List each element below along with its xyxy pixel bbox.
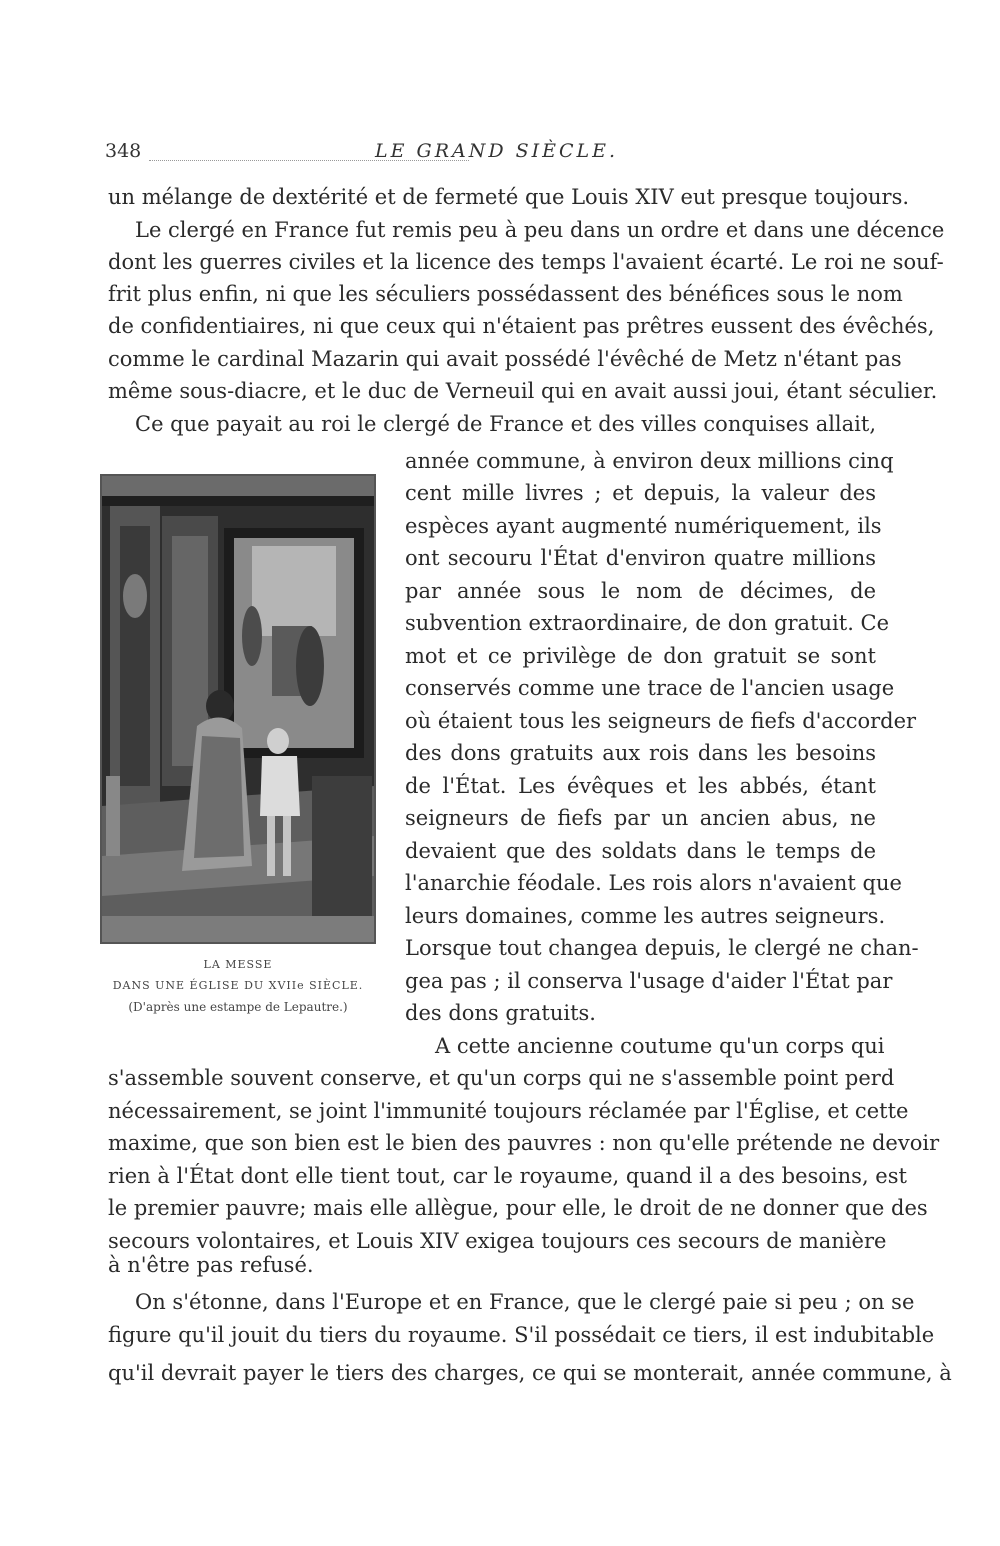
engraving-image	[102, 476, 374, 942]
text-line: secours volontaires, et Louis XIV exigea toujours ces secours de manière	[108, 1229, 887, 1253]
figure-caption-title: LA MESSE	[203, 958, 273, 971]
text-line: Lorsque tout changea depuis, le clergé ne chan-	[405, 936, 919, 960]
text-line: qu'il devrait payer le tiers des charges, ce qui se monterait, année commune, à	[108, 1361, 952, 1385]
figure-caption-source: (D'après une estampe de Lepautre.)	[128, 1000, 348, 1014]
text-line: le premier pauvre; mais elle allègue, pour elle, le droit de ne donner que des	[108, 1196, 928, 1220]
text-line: de l'État. Les évêques et les abbés, étant	[405, 774, 876, 798]
text-line: l'anarchie féodale. Les rois alors n'avaient que	[405, 871, 902, 895]
text-line: nécessairement, se joint l'immunité toujours réclamée par l'Église, et cette	[108, 1099, 909, 1123]
text-line: ont secouru l'État d'environ quatre millions	[405, 546, 876, 570]
text-line: leurs domaines, comme les autres seigneurs.	[405, 904, 886, 928]
text-line: par année sous le nom de décimes, de	[405, 579, 876, 603]
figure-caption-subtitle: DANS UNE ÉGLISE DU XVIIe SIÈCLE.	[112, 979, 364, 992]
page-header	[105, 140, 875, 170]
text-line: On s'étonne, dans l'Europe et en France, que le clergé paie si peu ; on se	[135, 1290, 915, 1314]
text-line: mot et ce privilège de don gratuit se sont	[405, 644, 876, 668]
text-line: subvention extraordinaire, de don gratuit. Ce	[405, 611, 890, 635]
text-line: où étaient tous les seigneurs de fiefs d'accorder	[405, 709, 917, 733]
text-line: Le clergé en France fut remis peu à peu dans un ordre et dans une décence	[135, 218, 945, 242]
text-line: gea pas ; il conserva l'usage d'aider l'État par	[405, 969, 893, 993]
text-line: figure qu'il jouit du tiers du royaume. S'il possédait ce tiers, il est indubitable	[108, 1323, 935, 1347]
text-line: dont les guerres civiles et la licence des temps l'avaient écarté. Le roi ne souf-	[108, 250, 944, 274]
text-line: cent mille livres ; et depuis, la valeur des	[405, 481, 876, 505]
text-line: A cette ancienne coutume qu'un corps qui	[435, 1034, 885, 1058]
text-line: des dons gratuits.	[405, 1001, 596, 1025]
text-line: rien à l'État dont elle tient tout, car le royaume, quand il a des besoins, est	[108, 1164, 907, 1188]
text-line: de confidentiaires, ni que ceux qui n'étaient pas prêtres eussent des évêchés,	[108, 314, 935, 338]
text-line: un mélange de dextérité et de fermeté que Louis XIV eut presque toujours.	[108, 185, 910, 209]
text-line: s'assemble souvent conserve, et qu'un corps qui ne s'assemble point perd	[108, 1066, 895, 1090]
text-line: à n'être pas refusé.	[108, 1253, 314, 1277]
text-line: maxime, que son bien est le bien des pauvres : non qu'elle prétende ne devoir	[108, 1131, 940, 1155]
text-line: devaient que des soldats dans le temps de	[405, 839, 876, 863]
text-line: seigneurs de fiefs par un ancien abus, ne	[405, 806, 876, 830]
text-line: comme le cardinal Mazarin qui avait possédé l'évêché de Metz n'étant pas	[108, 347, 902, 371]
text-line: espèces ayant augmenté numériquement, ils	[405, 514, 882, 538]
text-line: conservés comme une trace de l'ancien usage	[405, 676, 895, 700]
text-line: année commune, à environ deux millions cinq	[405, 449, 894, 473]
page-number: 348	[105, 140, 142, 162]
running-title: LE GRAND SIÈCLE.	[375, 140, 619, 162]
text-line: des dons gratuits aux rois dans les besoins	[405, 741, 876, 765]
text-line: frit plus enfin, ni que les séculiers possédassent des bénéfices sous le nom	[108, 282, 903, 306]
engraving-illustration	[100, 474, 376, 944]
text-line: même sous-diacre, et le duc de Verneuil qui en avait aussi joui, étant séculier.	[108, 379, 938, 403]
text-line: Ce que payait au roi le clergé de France et des villes conquises allait,	[135, 412, 876, 436]
